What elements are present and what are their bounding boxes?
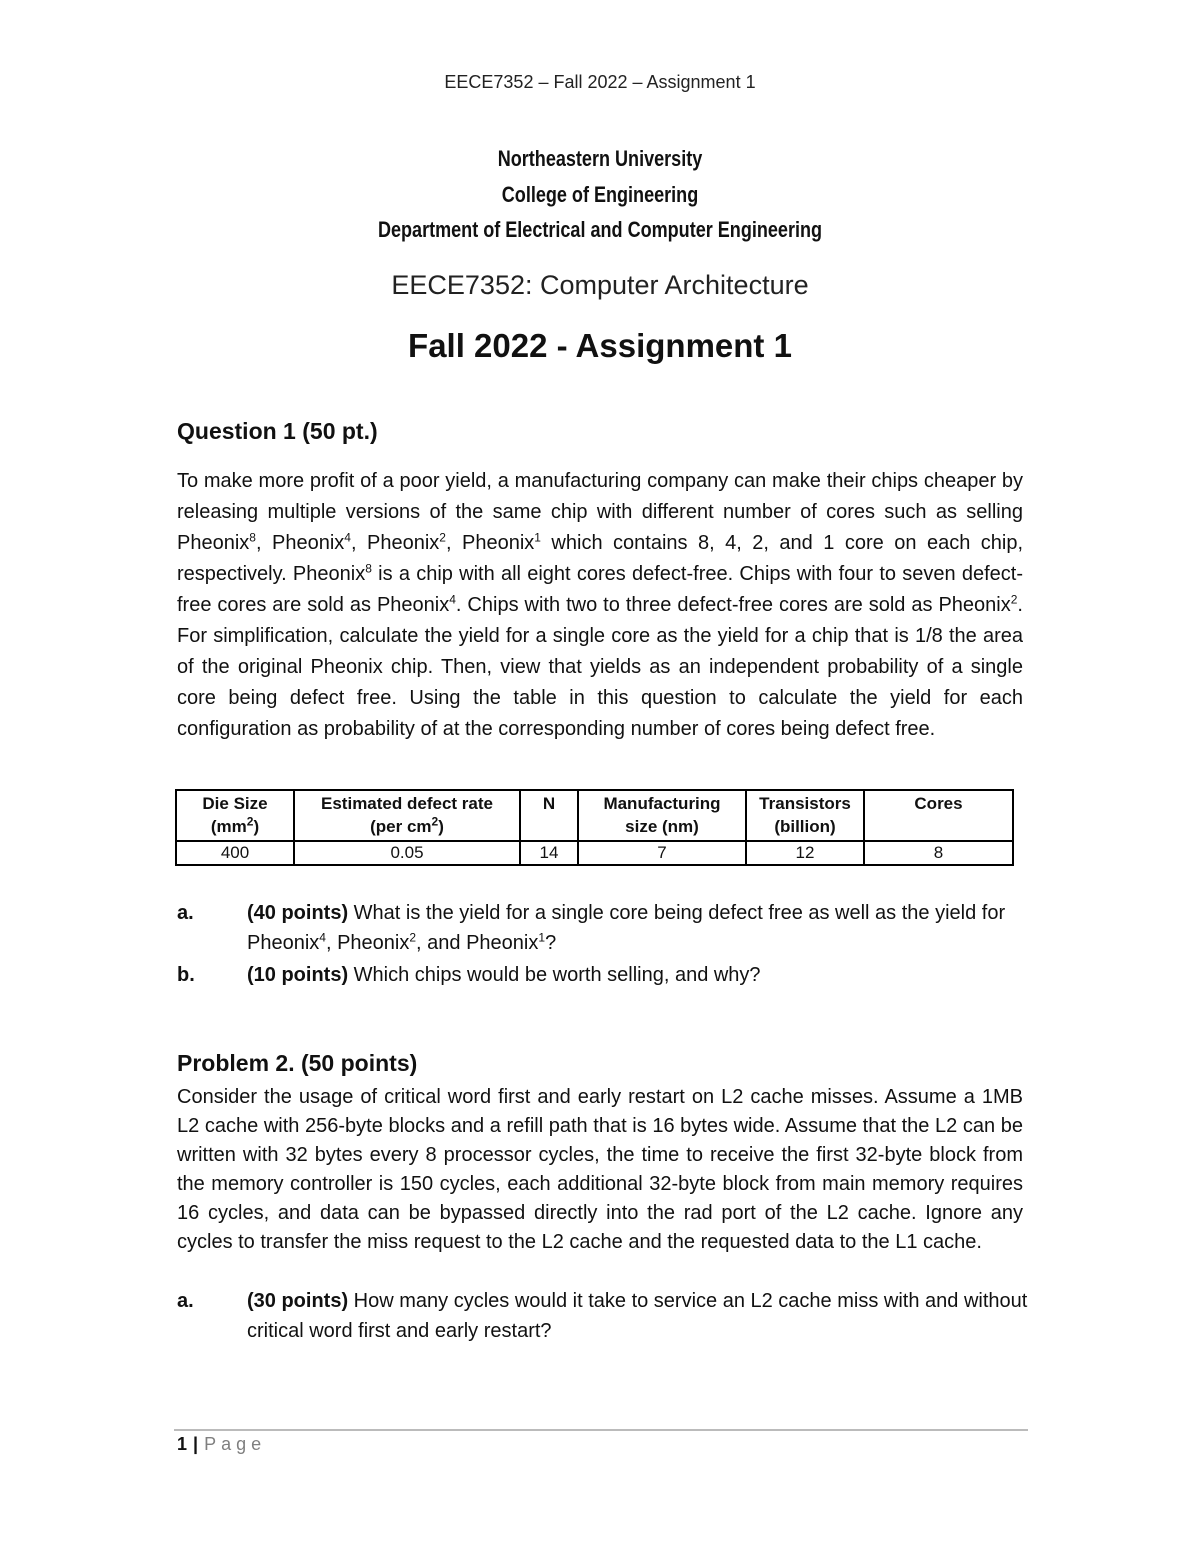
assignment-title: Fall 2022 - Assignment 1 — [408, 327, 792, 364]
table-cell: 400 — [176, 841, 294, 865]
superscript: 8 — [365, 561, 372, 576]
problem-2-heading: Problem 2. (50 points) — [177, 1050, 418, 1076]
chip-spec-table — [175, 789, 1014, 866]
table-header-cell: Die Size $(mm^2)$ — [176, 790, 294, 841]
course-title: EECE7352: Computer Architecture — [391, 270, 809, 300]
question-1-paragraph: To make more profit of a poor yield, a manufacturing company can make their chips cheaper by releasing multiple versions of the same chip with different number of cores such as selling Pheonix$^8$, Pheonix$^4$, Pheonix$^2$, Pheonix$^1$ which contains 8, 4, 2, and 1 core on each chip, respectively. Pheonix$^8$ is a chip with all eight cores defect-free. Chips with four to seven defect-free cores are sold as Pheonix$^4$. Chips with two to three defect-free cores are sold as Pheonix$^2$. For simplification, calculate the yield for a single core as the yield for a chip that is 1/8 the area of the original Pheonix chip. Then, view that yields as an independent probability of a single core being defect free. Using the table in this question to calculate the yield for each configuration as probability of at the corresponding number of cores being defect free. — [177, 470, 1024, 740]
superscript: 1 — [534, 530, 541, 545]
question-1-part-a — [177, 898, 1037, 960]
part-label: a. — [177, 1290, 194, 1312]
table-header-row — [176, 790, 1013, 841]
page-number: 1 — [177, 1434, 188, 1454]
problem-2-part-a — [177, 1286, 1037, 1348]
table-cell: 14 — [520, 841, 578, 865]
part-text: (30 points) How many cycles would it take to service an L2 cache miss with and without critical word first and early restart? — [247, 1290, 1028, 1342]
question-1-heading: Question 1 (50 pt.) — [177, 418, 378, 444]
footer-separator: | — [193, 1434, 199, 1454]
question-1-part-b — [177, 960, 1037, 992]
superscript: 4 — [449, 592, 456, 607]
page-footer — [177, 1434, 266, 1455]
table-cell: 8 — [864, 841, 1013, 865]
table-header-cell: Estimated defect rate (per $cm^2$) — [294, 790, 520, 841]
problem-2-paragraph: Consider the usage of critical word first and early restart on L2 cache misses. Assume a 1MB L2 cache with 256-byte blocks and a refill path that is 16 bytes wide. Assume that the L2 can be written with 32 bytes every 8 processor cycles, the time to receive the first 32-byte block from the memory controller is 150 cycles, each additional 32-byte block from main memory requires 16 cycles, and data can be bypassed directly into the rad port of the L2 cache. Ignore any cycles to transfer the miss request to the L2 cache and the requested data to the L1 cache. — [177, 1086, 1023, 1253]
table-header-cell: N — [520, 790, 578, 841]
part-label: b. — [177, 964, 195, 986]
running-header: EECE7352 – Fall 2022 – Assignment 1 — [444, 72, 756, 92]
table-row — [176, 841, 1013, 865]
superscript: 4 — [344, 530, 351, 545]
superscript: 2 — [439, 530, 446, 545]
part-text: (10 points) Which chips would be worth selling, and why? — [247, 964, 761, 986]
college-name: College of Engineering — [501, 182, 699, 207]
table-header-cell: Manufacturing size (nm) — [578, 790, 746, 841]
table-cell: 12 — [746, 841, 864, 865]
part-text: (40 points) What is the yield for a single core being defect free as well as the yield for Pheonix$^4$, Pheonix$^2$, and Pheonix$^1$? — [247, 902, 1006, 954]
part-label: a. — [177, 902, 194, 924]
page-word: Page — [204, 1434, 267, 1454]
footer-rule — [174, 1429, 1028, 1431]
table-cell: 7 — [578, 841, 746, 865]
table-cell: 0.05 — [294, 841, 520, 865]
superscript: 8 — [249, 530, 256, 545]
table-header-cell: Cores — [864, 790, 1013, 841]
table-header-cell: Transistors (billion) — [746, 790, 864, 841]
department-name: Department of Electrical and Computer Engineering — [377, 217, 823, 242]
university-name: Northeastern University — [497, 146, 703, 171]
superscript: 2 — [1010, 592, 1018, 607]
